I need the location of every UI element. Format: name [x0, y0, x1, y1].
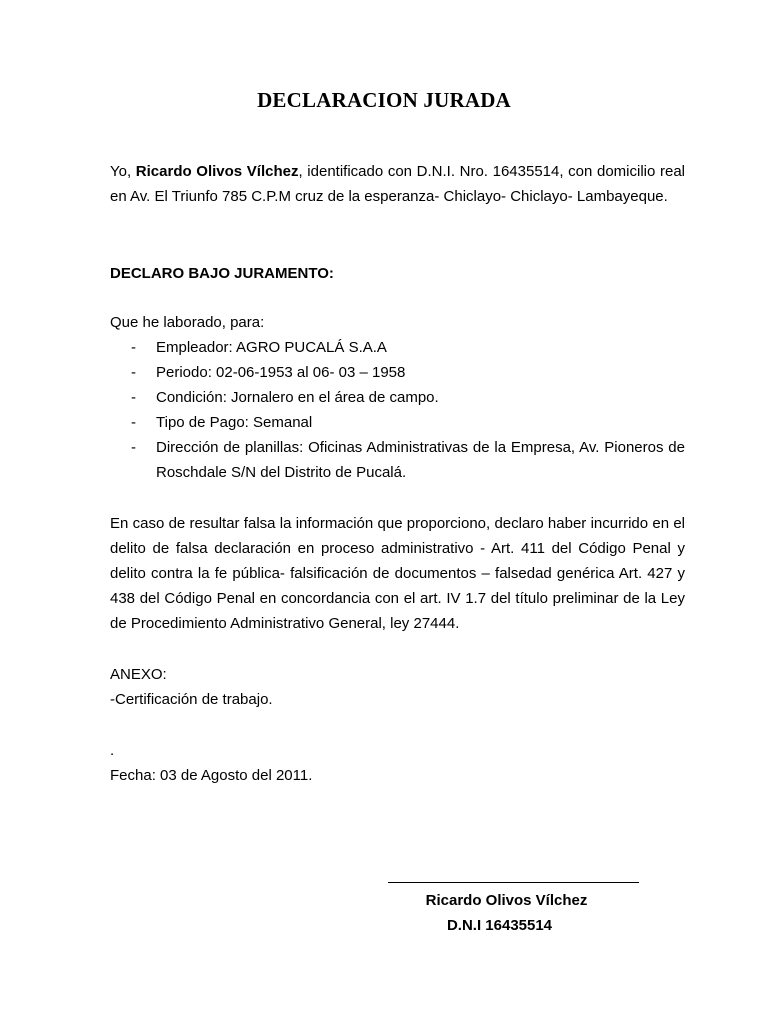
intro-prefix: Yo,: [110, 163, 136, 180]
list-item: [110, 385, 685, 410]
intro-text: , identificado con D.N.I. Nro. 16435514, con domicilio real en Av. El Triunfo 785 C.P.M cruz de la esperanza- Chiclayo- Chiclayo- Lambayeque.: [110, 163, 686, 205]
work-details-list: [110, 335, 685, 485]
list-item-text: Tipo de Pago: Semanal: [156, 414, 313, 431]
list-item-text: Periodo: 02-06-1953 al 06- 03 – 1958: [156, 364, 406, 381]
signature-dni: D.N.I 16435514: [446, 917, 553, 934]
separator-dot: .: [110, 742, 115, 759]
anexo-item: -Certificación de trabajo.: [110, 691, 273, 708]
work-intro: Que he laborado, para:: [110, 314, 265, 331]
legal-paragraph: En caso de resultar falsa la información que proporciono, declaro haber incurrido en el delito de falsa declaración en proceso administrativo - Art. 411 del Código Penal y delito contra la fe pública- falsificación de documentos – falsedad genérica Art. 427 y 438 del Código Penal en concordancia con el art. IV 1.7 del título preliminar de la Ley de Procedimiento Administrativo General, ley 27444.: [110, 515, 685, 632]
list-bullet: -: [131, 439, 136, 456]
list-bullet: -: [131, 364, 136, 381]
list-item: [110, 435, 685, 485]
list-item: [110, 410, 685, 435]
signature-name: Ricardo Olivos Vílchez: [425, 892, 588, 909]
list-bullet: -: [131, 414, 136, 431]
date-line: Fecha: 03 de Agosto del 2011.: [110, 767, 313, 784]
intro-paragraph: [110, 159, 685, 209]
list-item: [110, 360, 685, 385]
declarant-name: Ricardo Olivos Vílchez: [135, 163, 299, 180]
list-item-text: Dirección de planillas: Oficinas Administrativas de la Empresa, Av. Pioneros de Roschdale S/N del Distrito de Pucalá.: [156, 439, 685, 481]
list-item-text: Empleador: AGRO PUCALÁ S.A.A: [156, 339, 387, 356]
anexo-heading: ANEXO:: [110, 666, 167, 683]
list-bullet: -: [131, 339, 136, 356]
declaro-heading: DECLARO BAJO JURAMENTO:: [110, 265, 334, 282]
document-title: DECLARACION JURADA: [257, 88, 511, 112]
list-item-text: Condición: Jornalero en el área de campo.: [156, 389, 439, 406]
signature-line: [388, 882, 639, 883]
list-item: [110, 335, 685, 360]
list-bullet: -: [131, 389, 136, 406]
